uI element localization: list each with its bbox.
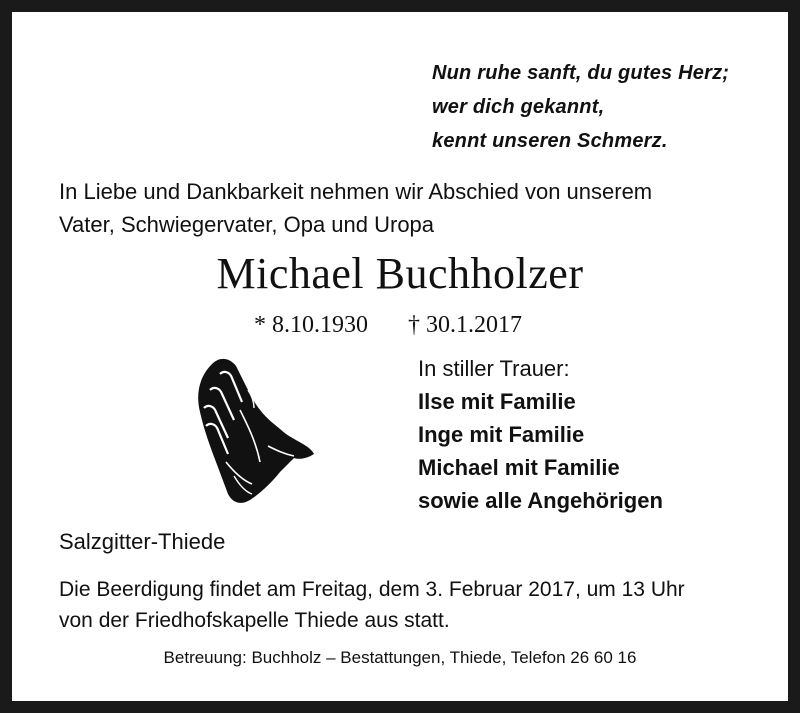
intro-line: Vater, Schwiegervater, Opa und Uropa — [59, 212, 435, 237]
praying-hands-icon — [190, 350, 318, 506]
undertaker-footer: Betreuung: Buchholz – Bestattungen, Thiede, Telefon 26 60 16 — [163, 648, 637, 667]
deceased-name: Michael Buchholzer — [216, 249, 584, 298]
funeral-line: Die Beerdigung findet am Freitag, dem 3. Februar 2017, um 13 Uhr — [59, 578, 685, 601]
mourner-name: Inge mit Familie — [418, 422, 585, 447]
death-date: † 30.1.2017 — [408, 312, 522, 338]
motto-verse — [432, 56, 729, 158]
birth-date: * 8.10.1930 — [254, 312, 368, 338]
mourner-name: Ilse mit Familie — [418, 389, 576, 414]
mourners-list — [418, 352, 663, 517]
mourners-label: In stiller Trauer: — [418, 356, 570, 381]
mourner-name: Michael mit Familie — [418, 455, 620, 480]
motto-line: Nun ruhe sanft, du gutes Herz; — [432, 62, 730, 84]
funeral-line: von der Friedhofskapelle Thiede aus statt. — [59, 609, 450, 632]
motto-line: wer dich gekannt, — [432, 96, 605, 118]
intro-text — [59, 175, 652, 241]
motto-line: kennt unseren Schmerz. — [432, 130, 668, 152]
funeral-info — [59, 574, 685, 636]
place-name: Salzgitter-Thiede — [59, 529, 226, 554]
life-dates — [254, 310, 522, 340]
intro-line: In Liebe und Dankbarkeit nehmen wir Abschied von unserem — [59, 179, 653, 204]
mourner-name: sowie alle Angehörigen — [418, 488, 663, 513]
